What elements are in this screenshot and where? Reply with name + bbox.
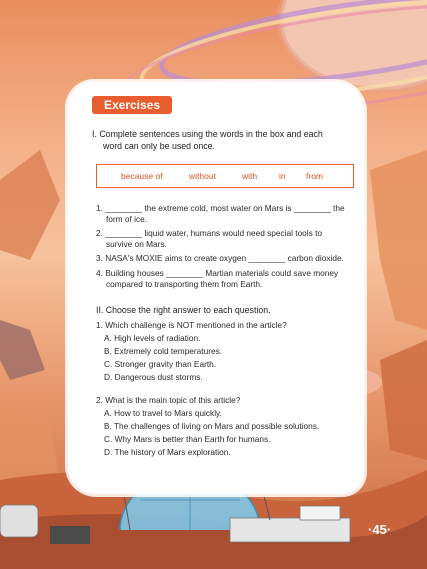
question-2-option: D. The history of Mars exploration. (104, 447, 231, 457)
question-2-option: B. The challenges of living on Mars and possible solutions. (104, 421, 320, 431)
word-box-item: from (306, 171, 323, 181)
question-1-stem: 1. Which challenge is NOT mentioned in the article? (96, 320, 287, 330)
question-1-option: A. High levels of radiation. (104, 333, 201, 343)
item-4-line1: 4. Building houses ________ Martian materials could save money (96, 268, 339, 278)
word-box-item: in (279, 171, 286, 181)
item-2-line2: survive on Mars. (106, 239, 167, 249)
page-number: ·45· (368, 522, 392, 537)
item-1-line2: form of ice. (106, 214, 148, 224)
word-box (96, 164, 354, 188)
word-box-item: without (189, 171, 216, 181)
question-1-option: D. Dangerous dust storms. (104, 372, 203, 382)
word-box-item: with (242, 171, 258, 181)
astronaut-arm-illustration (0, 320, 45, 380)
question-2-option: A. How to travel to Mars quickly. (104, 408, 222, 418)
question-1-option: C. Stronger gravity than Earth. (104, 359, 217, 369)
page-number-value: 45 (372, 522, 387, 537)
item-2-line1: 2. ________ liquid water, humans would need special tools to (96, 228, 323, 238)
section2-instruction: II. Choose the right answer to each question. (96, 305, 271, 315)
question-2-option: C. Why Mars is better than Earth for humans. (104, 434, 271, 444)
exercises-tab: Exercises (92, 96, 172, 114)
section1-instruction-line1: I. Complete sentences using the words in the box and each (92, 129, 323, 139)
question-2-stem: 2. What is the main topic of this article? (96, 395, 241, 405)
item-4-line2: compared to transporting them from Earth. (106, 279, 263, 289)
question-1-option: B. Extremely cold temperatures. (104, 346, 223, 356)
section1-instruction-line2: word can only be used once. (103, 141, 215, 151)
word-box-item: because of (121, 171, 163, 181)
item-3-line1: 3. NASA's MOXIE aims to create oxygen ________ carbon dioxide. (96, 253, 344, 263)
item-1-line1: 1. ________ the extreme cold, most water on Mars is ________ the (96, 203, 345, 213)
